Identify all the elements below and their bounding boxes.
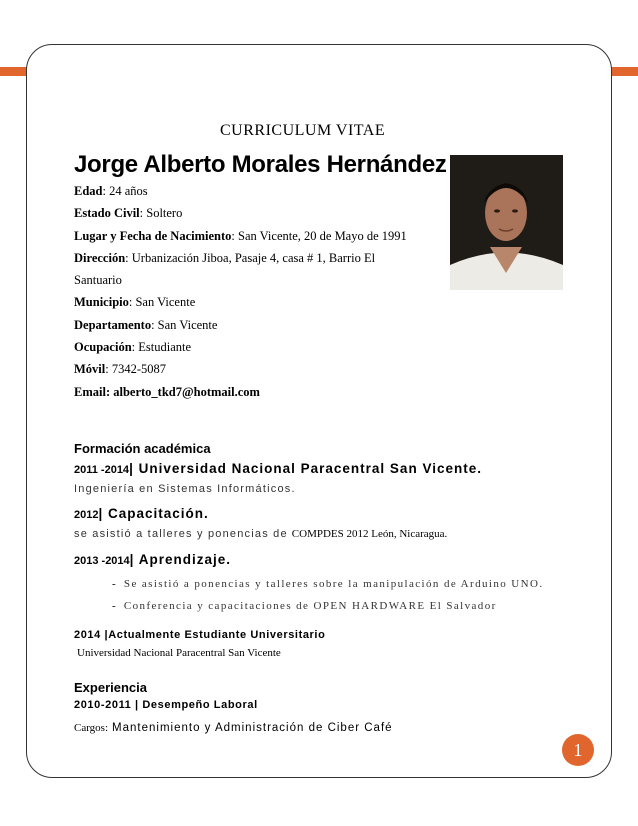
info-nacimiento: Lugar y Fecha de Nacimiento: San Vicente, 20 de Mayo de 1991 [74,229,407,243]
header-band-left [0,67,27,76]
info-ocupacion: Ocupación: Estudiante [74,340,192,354]
formacion-entry-2: 2012| Capacitación. [74,506,209,521]
info-email: Email: alberto_tkd7@hotmail.com [74,385,260,399]
info-direccion-cont: Santuario [74,273,122,287]
info-estado-civil: Estado Civil: Soltero [74,206,183,220]
info-edad: Edad: 24 años [74,184,148,198]
info-direccion: Dirección: Urbanización Jiboa, Pasaje 4, casa # 1, Barrio El [74,251,376,265]
experiencia-line: 2010-2011 | Desempeño Laboral [74,699,258,711]
formacion-entry-4-sub: Universidad Nacional Paracentral San Vicente [77,647,281,659]
formacion-entry-1: 2011 -2014| Universidad Nacional Paracentral San Vicente. [74,461,482,476]
formacion-bullet-1: - Se asistió a ponencias y talleres sobre la manipulación de Arduino UNO. [112,578,544,590]
info-departamento: Departamento: San Vicente [74,318,218,332]
header-band-right [611,67,638,76]
section-experiencia-heading: Experiencia [74,680,147,695]
person-name: Jorge Alberto Morales Hernández [74,151,447,178]
document-title: CURRICULUM VITAE [220,122,386,139]
formacion-entry-2-sub: se asistió a talleres y ponencias de COMPDES 2012 León, Nicaragua. [74,528,448,540]
info-movil: Móvil: 7342-5087 [74,362,167,376]
formacion-entry-1-sub: Ingeniería en Sistemas Informáticos. [74,483,296,495]
profile-photo [450,155,563,290]
formacion-entry-3: 2013 -2014| Aprendizaje. [74,552,231,567]
info-municipio: Municipio: San Vicente [74,295,196,309]
section-formacion-heading: Formación académica [74,441,211,456]
formacion-entry-4: 2014 |Actualmente Estudiante Universitario [74,629,326,641]
experiencia-cargos: Cargos: Mantenimiento y Administración de Ciber Café [74,722,393,734]
page-number-badge: 1 [562,734,594,766]
formacion-bullet-2: - Conferencia y capacitaciones de OPEN HARDWARE El Salvador [112,600,497,612]
